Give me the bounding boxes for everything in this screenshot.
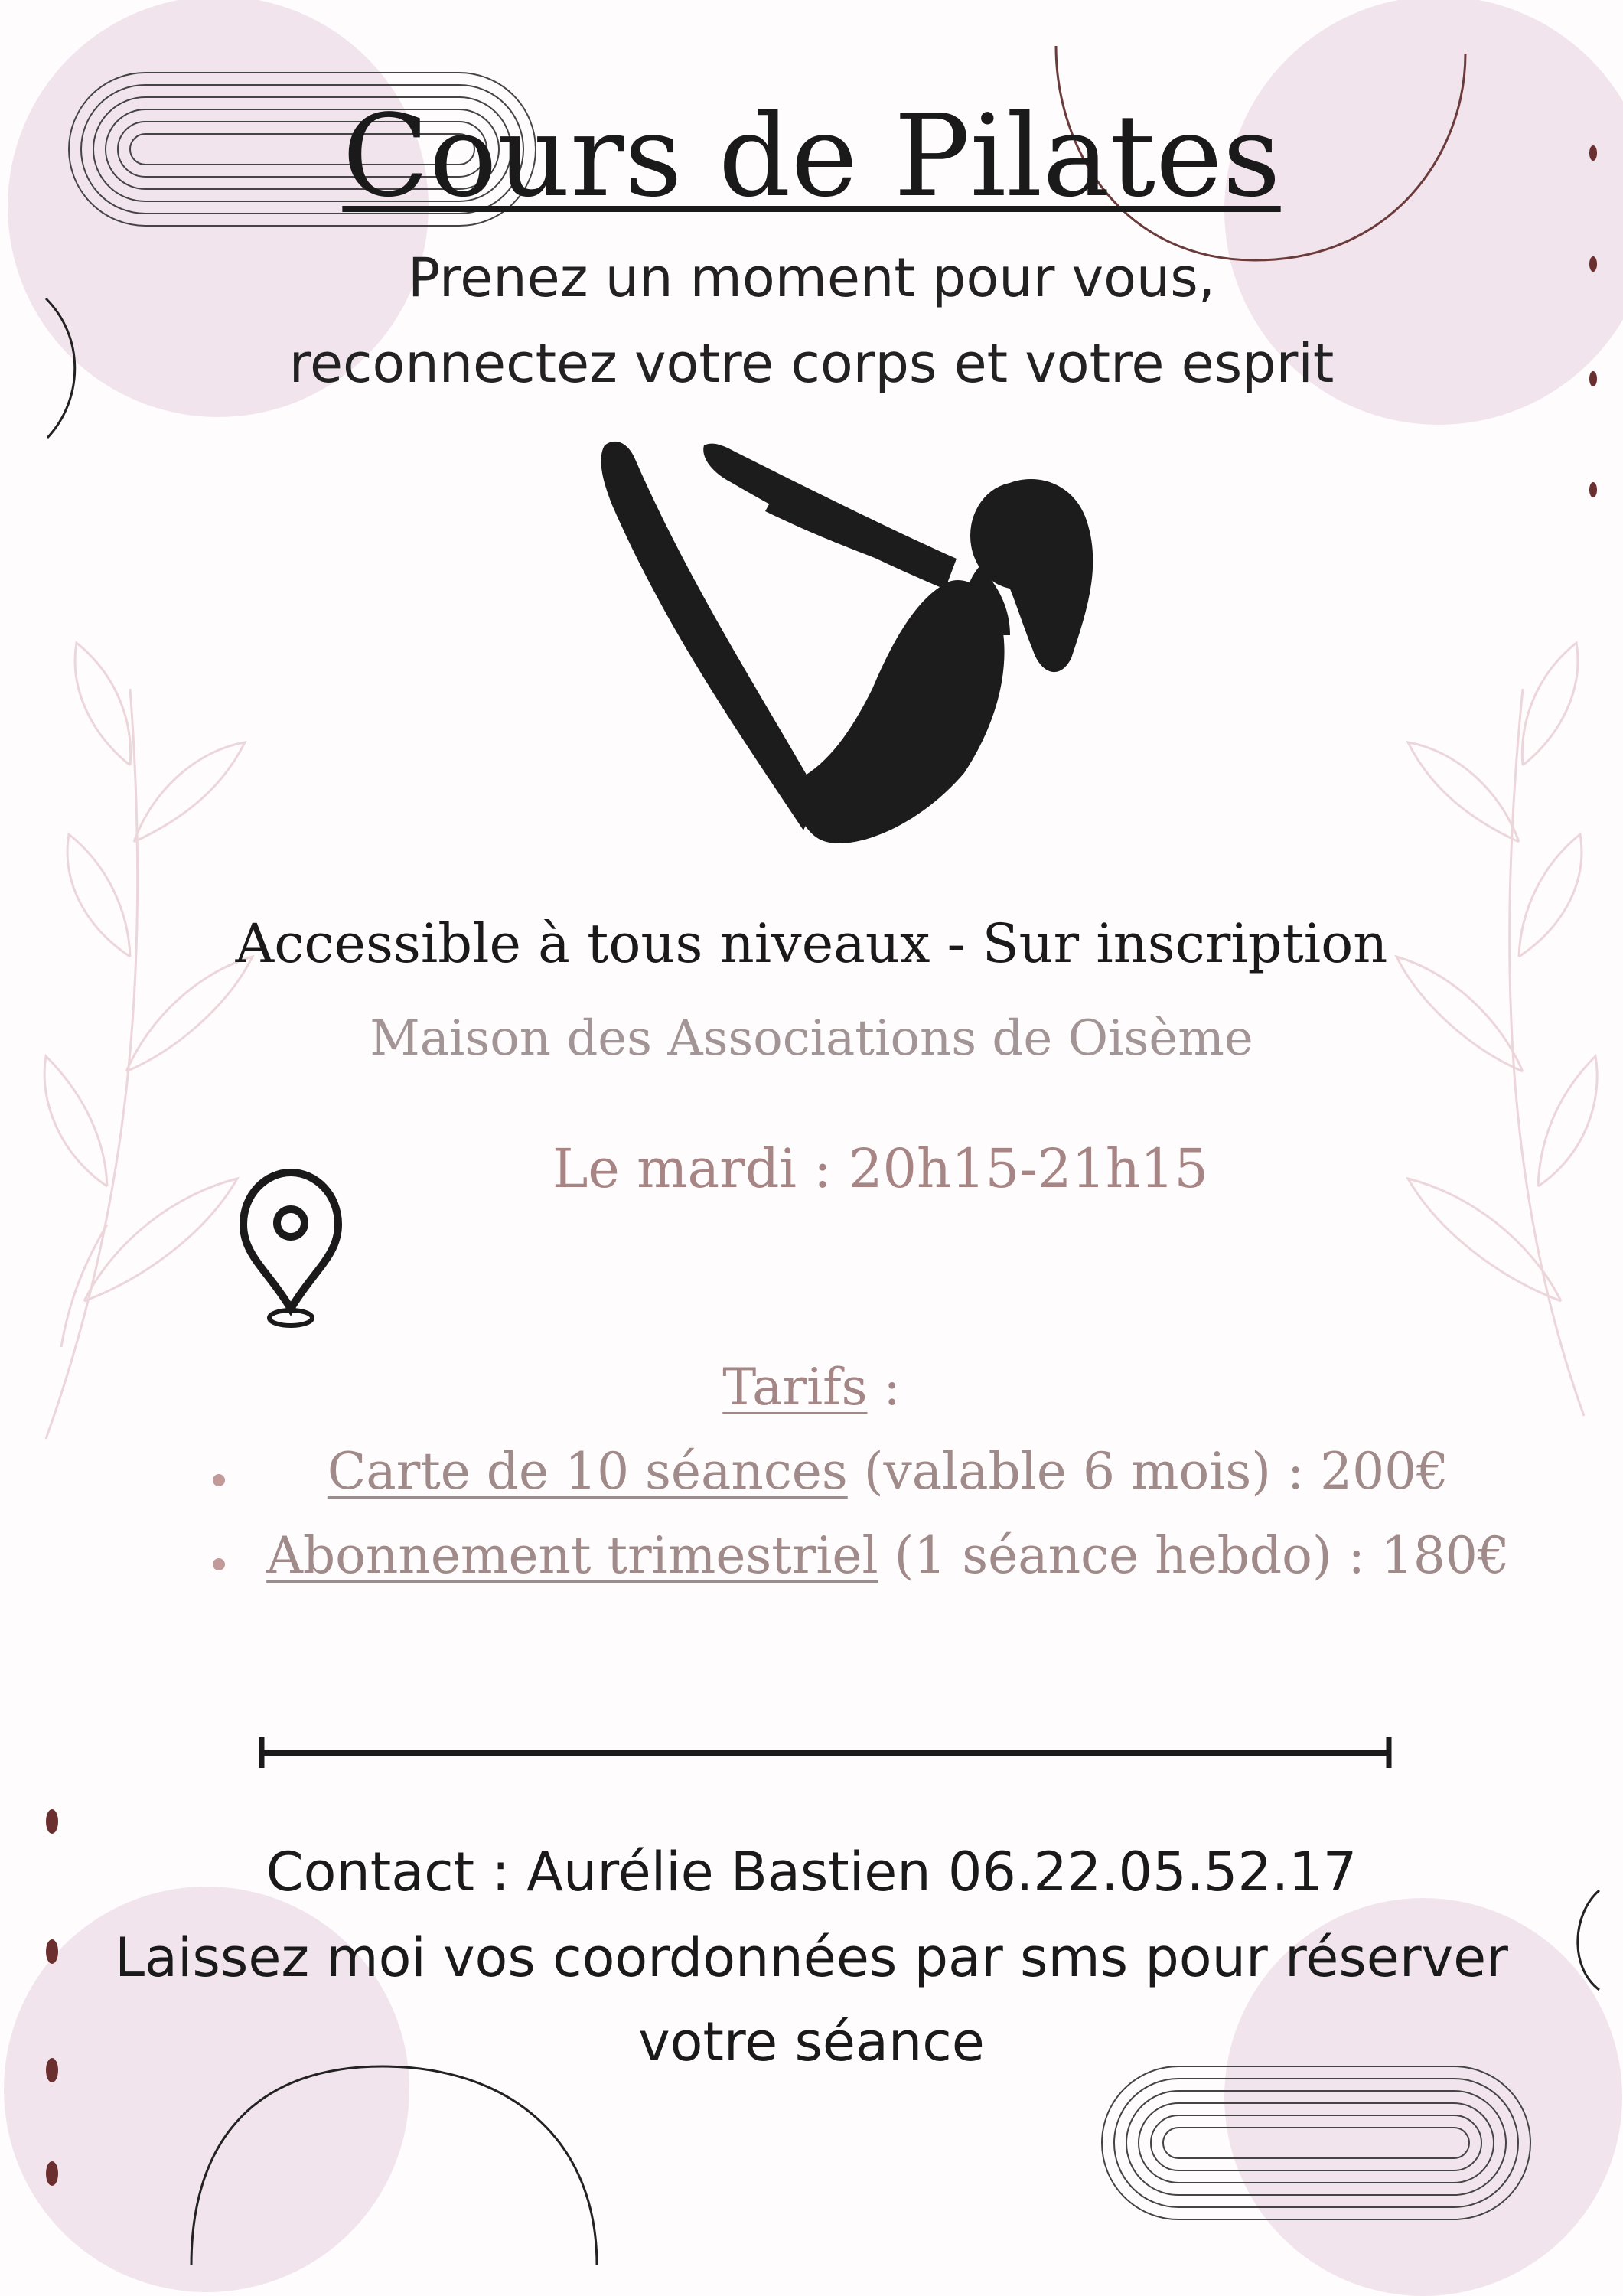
note-line-1: Laissez moi vos coordonnées par sms pour réserver bbox=[115, 1926, 1508, 1989]
pilates-silhouette-icon bbox=[601, 442, 1093, 843]
access-line: Accessible à tous niveaux - Sur inscription bbox=[235, 912, 1388, 975]
note-line-2: votre séance bbox=[638, 2011, 985, 2073]
tarif-detail-2: (1 séance hebdo) : 180€ bbox=[878, 1526, 1510, 1585]
tarif-name-2: Abonnement trimestriel bbox=[266, 1526, 878, 1585]
venue-name: Maison des Associations de Oisème bbox=[370, 1010, 1253, 1067]
tarifs-heading-colon: : bbox=[867, 1358, 901, 1417]
divider-line bbox=[260, 1737, 1389, 1768]
contact-line: Contact : Aurélie Bastien 06.22.05.52.17 bbox=[266, 1841, 1357, 1903]
tarifs-heading bbox=[0, 1358, 1623, 1417]
subtitle-line-2: reconnectez votre corps et votre esprit bbox=[288, 332, 1335, 395]
tarif-name-1: Carte de 10 séances bbox=[327, 1442, 848, 1501]
tarif-detail-1: (valable 6 mois) : 200€ bbox=[847, 1442, 1449, 1501]
tarif-item-2 bbox=[77, 1526, 1623, 1585]
tarif-item-1 bbox=[77, 1442, 1623, 1501]
subtitle-line-1: Prenez un moment pour vous, bbox=[407, 246, 1216, 309]
title-text: Cours de Pilates bbox=[342, 90, 1281, 222]
schedule: Le mardi : 20h15-21h15 bbox=[552, 1137, 1209, 1200]
page-title bbox=[0, 90, 1623, 222]
tarifs-heading-text: Tarifs bbox=[722, 1358, 868, 1417]
